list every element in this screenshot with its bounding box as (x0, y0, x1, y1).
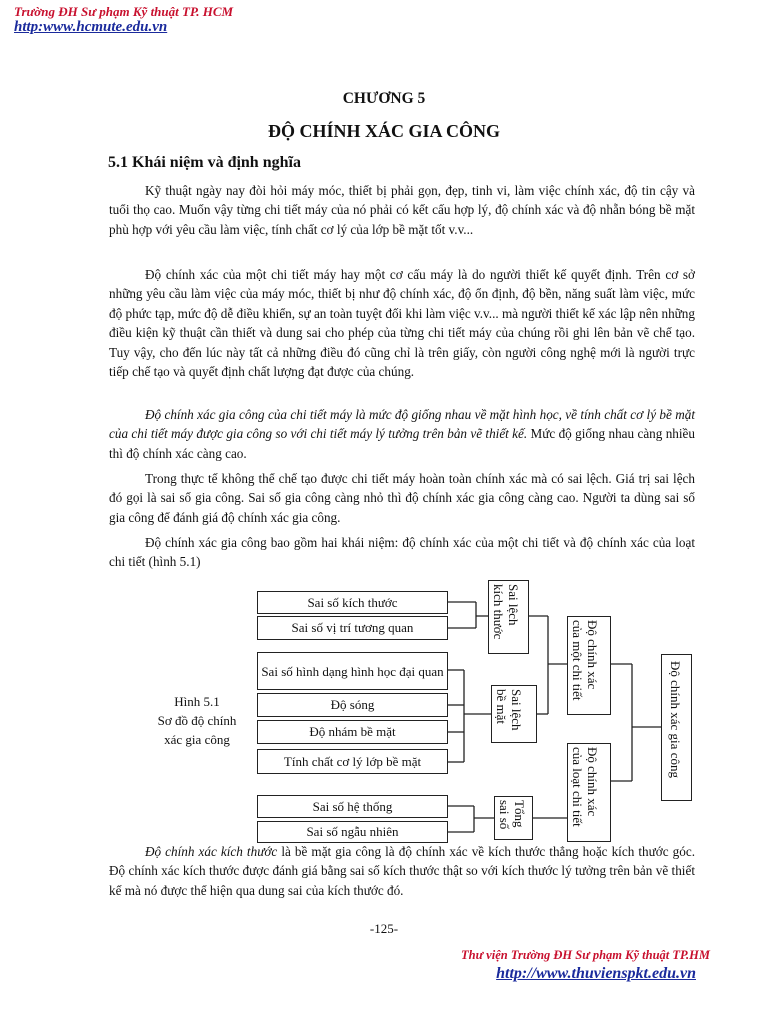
chapter-heading: CHƯƠNG 5 (342, 90, 426, 107)
definition-normal-text: Mức độ giống nhau càng nhiều thì độ chính xác càng cao. (109, 426, 695, 461)
header-website-link[interactable]: http:www.hcmute.edu.vn (14, 19, 168, 35)
footer-website-link[interactable]: http://www.thuvienspkt.edu.vn (496, 965, 696, 982)
box-total-error-label: Tổng sai số (497, 800, 527, 830)
box-surface-layer-properties: Tính chất cơ lý lớp bề mặt (257, 749, 448, 774)
box-batch-accuracy-label: Độ chính xác của loạt chi tiết (570, 747, 600, 827)
box-surface-deviation (491, 685, 537, 743)
box-waviness: Độ sóng (257, 693, 448, 717)
box-single-part-accuracy-label: Độ chính xác của một chi tiết (570, 620, 600, 701)
chapter-title: ĐỘ CHÍNH XÁC GIA CÔNG (267, 121, 500, 141)
box-batch-accuracy (567, 743, 611, 842)
figure-caption-line-3: xác gia công (164, 732, 230, 747)
box-position-error: Sai số vị trí tương quan (257, 616, 448, 640)
definition-italic-text: Độ chính xác gia công của chi tiết máy là mức độ giống nhau về mặt hình học, về tính chất cơ lý bề mặt của chi tiết máy được gia công so với chi tiết máy lý tưởng trên bản vẽ thiết kế. (109, 407, 695, 442)
section-heading: 5.1 Khái niệm và định nghĩa (108, 154, 301, 171)
box-size-deviation-label: Sai lệch kích thước (491, 584, 521, 640)
paragraph-4: Trong thực tế không thể chế tạo được chi tiết máy hoàn toàn chính xác mà có sai lệch. Giá trị sai lệch đó gọi là sai số gia công. Sai số gia công càng nhỏ thì độ chính xác gia công càng cao. Người ta dùng sai số gia công để đánh giá độ chính xác gia công. (109, 471, 695, 525)
paragraph-6 (109, 842, 695, 900)
page-number: -125- (369, 921, 399, 936)
figure-number: Hình 5.1 (174, 694, 220, 709)
paragraph-1: Kỹ thuật ngày nay đòi hỏi máy móc, thiết bị phải gọn, đẹp, tinh vi, làm việc chính xác, độ tin cậy và tuổi thọ cao. Muốn vậy từng chi tiết máy của nó phải có kết cấu hợp lý, độ chính xác và độ nhẵn bóng bề mặt phù hợp với yêu cầu làm việc, tính chất cơ lý của lớp bề mặt tốt v.v... (109, 183, 695, 237)
term-italic-text: Độ chính xác kích thước (145, 844, 278, 859)
box-roughness: Độ nhám bề mặt (257, 720, 448, 744)
box-machining-accuracy (661, 654, 692, 801)
box-size-deviation (488, 580, 529, 654)
box-total-error (494, 796, 533, 840)
box-single-part-accuracy (567, 616, 611, 715)
box-machining-accuracy-label: Độ chính xác gia công (668, 661, 683, 778)
box-random-error: Sai số ngẫu nhiên (257, 821, 448, 843)
paragraph-5: Độ chính xác gia công bao gồm hai khái niệm: độ chính xác của một chi tiết và độ chính xác của loạt chi tiết (hình 5.1) (109, 535, 695, 570)
paragraph-2: Độ chính xác của một chi tiết máy hay một cơ cấu máy là do người thiết kế quyết định. Trên cơ sở những yêu cầu làm việc của máy móc, thiết bị như độ chính xác, độ ổn định, độ bền, năng suất làm việc, mức độ phức tạp, mức độ dễ điều khiển, sự an toàn tuyệt đối khi làm việc v.v... mà người thiết kế xác lập nên những điều kiện kỹ thuật cần thiết và dung sai cho phép của từng chi tiết máy của chúng rồi ghi lên bản vẽ chế tạo. Tuy vậy, cho đến lúc này tất cả những điều đó cũng chỉ là trên giấy, còn người công nghệ mới là người trực tiếp chế tạo và quyết định chất lượng đạt được của chúng. (109, 267, 695, 380)
box-macro-geometry-error: Sai số hình dạng hình học đại quan (257, 652, 448, 690)
box-systematic-error: Sai số hệ thống (257, 795, 448, 818)
figure-caption (132, 692, 262, 749)
figure-caption-line-2: Sơ đồ độ chính (157, 713, 237, 728)
term-normal-text: là bề mặt gia công là độ chính xác về kích thước thẳng hoặc kích thước góc. Độ chính xác kích thước được đánh giá bằng sai số kích thước thật so với kích thước lý tưởng trên bản vẽ thiết kế mà nó được thể hiện qua dung sai của kích thước đó. (109, 844, 695, 898)
box-size-error: Sai số kích thước (257, 591, 448, 614)
header-school-name: Trường ĐH Sư phạm Kỹ thuật TP. HCM (14, 4, 234, 19)
footer-library-name: Thư viện Trường ĐH Sư phạm Kỹ thuật TP.HM (460, 948, 710, 962)
box-surface-deviation-label: Sai lệch bề mặt (494, 689, 524, 731)
